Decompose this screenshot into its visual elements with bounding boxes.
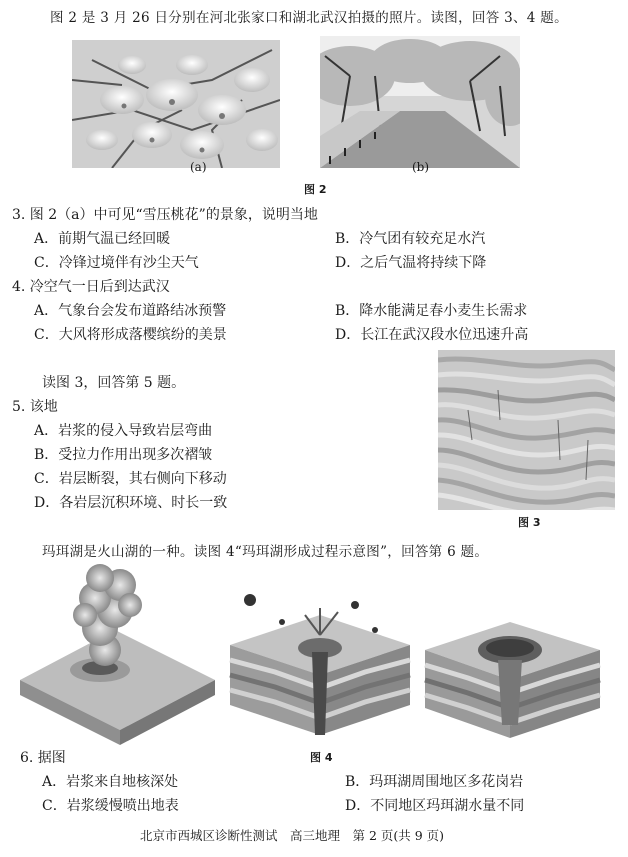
- q5-option-a: A．岩浆的侵入导致岩层弯曲: [34, 423, 213, 439]
- q4-stem: 4. 冷空气一日后到达武汉: [12, 279, 170, 295]
- fig4-caption: 图 4: [310, 751, 333, 764]
- fig4-stage2-block: [230, 594, 410, 735]
- q4-option-b: B．降水能满足春小麦生长需求: [335, 303, 528, 319]
- q4-option-c: C．大风将形成落樱缤纷的美景: [34, 327, 227, 343]
- q4-option-d: D．长江在武汉段水位迅速升高: [335, 327, 529, 343]
- q5-stem: 5. 该地: [12, 399, 58, 415]
- q3-option-c: C．冷锋过境伴有沙尘天气: [34, 255, 199, 271]
- q6-option-d: D．不同地区玛珥湖水量不同: [345, 798, 525, 814]
- q5-option-d: D．各岩层沉积环境、时长一致: [34, 495, 228, 511]
- fig2b-label: (b): [412, 160, 430, 174]
- fig2-caption: 图 2: [304, 183, 327, 196]
- q3-option-b: B．冷气团有较充足水汽: [335, 231, 486, 247]
- fig4-stage3-block: [425, 622, 600, 738]
- q6-stem: 6. 据图: [20, 750, 66, 766]
- page-footer: 北京市西城区诊断性测试 高三地理 第 2 页(共 9 页): [140, 828, 445, 843]
- fig4-diagram: [20, 560, 620, 745]
- q3-option-d: D．之后气温将持续下降: [335, 255, 487, 271]
- intro-fig2: 图 2 是 3 月 26 日分别在河北张家口和湖北武汉拍摄的照片。读图，回答 3、4 题。: [50, 10, 568, 26]
- fig4-stage1-block: [20, 564, 215, 745]
- q5-option-c: C．岩层断裂，其右侧向下移动: [34, 471, 227, 487]
- q6-option-c: C．岩浆缓慢喷出地表: [42, 798, 179, 814]
- intro-fig4: 玛珥湖是火山湖的一种。读图 4“玛珥湖形成过程示意图”，回答第 6 题。: [42, 544, 489, 560]
- q6-option-a: A．岩浆来自地核深处: [42, 774, 179, 790]
- q4-option-a: A．气象台会发布道路结冰预警: [34, 303, 227, 319]
- photo-cherry-blossom-road: [320, 36, 520, 168]
- q6-option-b: B．玛珥湖周围地区多花岗岩: [345, 774, 524, 790]
- intro-fig3: 读图 3，回答第 5 题。: [42, 375, 186, 391]
- fig3-caption: 图 3: [518, 516, 541, 529]
- photo-rock-strata: [438, 350, 615, 510]
- q5-option-b: B．受拉力作用出现多次褶皱: [34, 447, 213, 463]
- photo-snow-peach-blossom: [72, 40, 280, 168]
- q3-stem: 3. 图 2（a）中可见“雪压桃花”的景象，说明当地: [12, 207, 318, 223]
- fig2a-label: (a): [190, 160, 207, 174]
- q3-option-a: A．前期气温已经回暖: [34, 231, 171, 247]
